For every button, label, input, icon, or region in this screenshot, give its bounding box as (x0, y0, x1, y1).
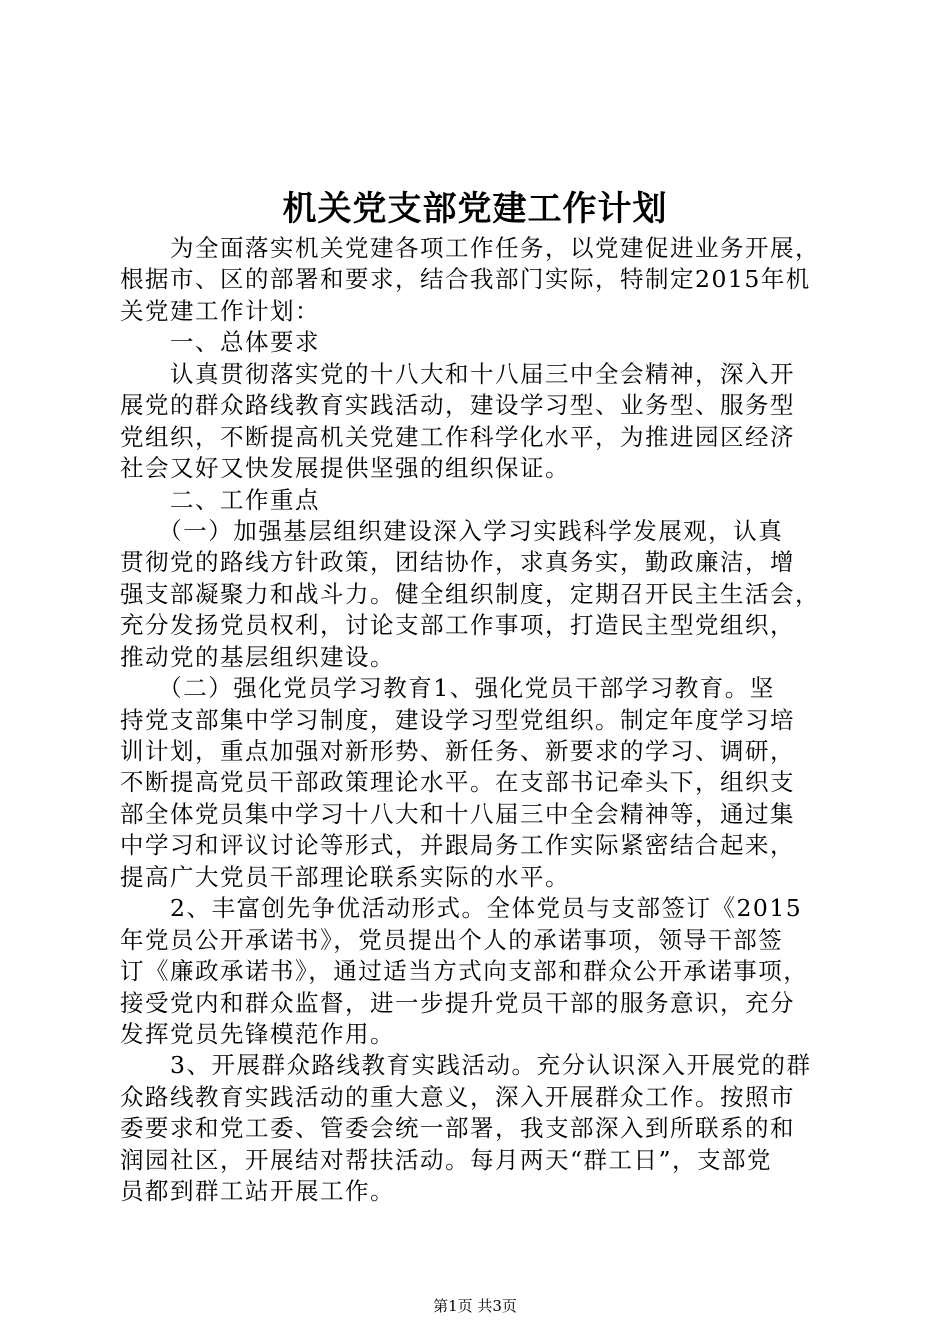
body-line: 发挥党员先锋模范作用。 (120, 1019, 395, 1048)
body-line: 不断提高党员干部政策理论水平。在支部书记牵头下，组织支 (120, 768, 795, 797)
section-heading: 一、总体要求 (120, 328, 320, 357)
body-line: 委要求和党工委、管委会统一部署，我支部深入到所联系的和 (120, 1114, 795, 1143)
body-line: 关党建工作计划： (120, 296, 320, 325)
body-line: 提高广大党员干部理论联系实际的水平。 (120, 862, 570, 891)
body-line: 润园社区，开展结对帮扶活动。每月两天“群工日”，支部党 (120, 1145, 773, 1174)
body-line: 强支部凝聚力和战斗力。健全组织制度，定期召开民主生活会， (120, 579, 820, 608)
document-body (120, 233, 838, 1208)
body-line: 为全面落实机关党建各项工作任务，以党建促进业务开展， (120, 234, 820, 262)
section-heading: 二、工作重点 (120, 485, 320, 514)
body-line: 推动党的基层组织建设。 (120, 642, 395, 671)
body-line: 根据市、区的部署和要求，结合我部门实际，特制定2015年机 (120, 265, 811, 294)
body-line: 年党员公开承诺书》，党员提出个人的承诺事项，领导干部签 (120, 925, 784, 954)
body-line: 中学习和评议讨论等形式，并跟局务工作实际紧密结合起来， (120, 831, 795, 860)
body-line: 订《廉政承诺书》，通过适当方式向支部和群众公开承诺事项， (120, 957, 809, 986)
body-line: 社会又好又快发展提供坚强的组织保证。 (120, 454, 570, 483)
body-line: 认真贯彻落实党的十八大和十八届三中全会精神，深入开 (120, 359, 795, 388)
page-footer: 第1页 共3页 (433, 1297, 517, 1315)
body-line: 接受党内和群众监督，进一步提升党员干部的服务意识，充分 (120, 988, 795, 1017)
body-line: （二）强化党员学习教育1、强化党员干部学习教育。坚 (120, 674, 775, 703)
body-line: 充分发扬党员权利，讨论支部工作事项，打造民主型党组织， (120, 611, 795, 640)
body-line: 众路线教育实践活动的重大意义，深入开展群众工作。按照市 (120, 1082, 795, 1111)
body-line: 贯彻党的路线方针政策，团结协作，求真务实，勤政廉洁，增 (120, 548, 795, 577)
document-title: 机关党支部党建工作计划 (282, 189, 668, 229)
body-line: （一）加强基层组织建设深入学习实践科学发展观，认真 (120, 516, 784, 545)
body-line: 3、开展群众路线教育实践活动。充分认识深入开展党的群 (120, 1051, 812, 1080)
body-line: 员都到群工站开展工作。 (120, 1177, 395, 1206)
body-line: 2、丰富创先争优活动形式。全体党员与支部签订《2015 (120, 894, 803, 923)
body-line: 部全体党员集中学习十八大和十八届三中全会精神等，通过集 (120, 799, 795, 828)
body-line: 训计划，重点加强对新形势、新任务、新要求的学习、调研， (120, 737, 795, 765)
body-line: 展党的群众路线教育实践活动，建设学习型、业务型、服务型 (120, 391, 795, 420)
body-line: 党组织，不断提高机关党建工作科学化水平，为推进园区经济 (120, 422, 795, 451)
body-line: 持党支部集中学习制度，建设学习型党组织。制定年度学习培 (120, 705, 795, 734)
